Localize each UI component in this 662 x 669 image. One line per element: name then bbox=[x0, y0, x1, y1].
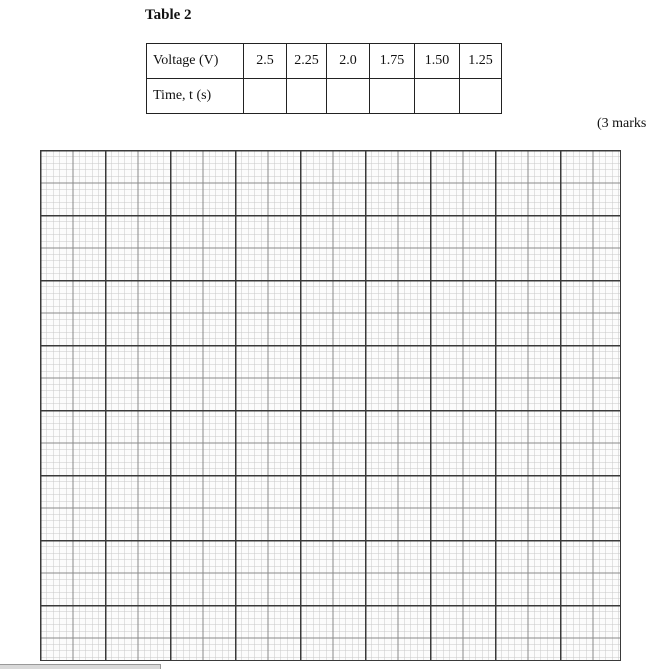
voltage-row-label: Voltage (V) bbox=[147, 44, 244, 79]
voltage-cell: 1.50 bbox=[415, 44, 460, 79]
voltage-cell: 1.75 bbox=[370, 44, 415, 79]
voltage-cell: 2.25 bbox=[287, 44, 327, 79]
data-table bbox=[146, 43, 502, 114]
window-bottom-bar bbox=[0, 664, 161, 669]
voltage-cell: 1.25 bbox=[460, 44, 502, 79]
time-cell[interactable] bbox=[287, 79, 327, 114]
time-row-label: Time, t (s) bbox=[147, 79, 244, 114]
voltage-cell: 2.5 bbox=[244, 44, 287, 79]
voltage-cell: 2.0 bbox=[327, 44, 370, 79]
table-title: Table 2 bbox=[145, 7, 192, 23]
time-cell[interactable] bbox=[460, 79, 502, 114]
voltage-row bbox=[147, 44, 502, 79]
time-row bbox=[147, 79, 502, 114]
time-cell[interactable] bbox=[415, 79, 460, 114]
time-cell[interactable] bbox=[370, 79, 415, 114]
time-cell[interactable] bbox=[244, 79, 287, 114]
time-cell[interactable] bbox=[327, 79, 370, 114]
graph-paper bbox=[40, 150, 621, 661]
marks-label: (3 marks bbox=[597, 116, 647, 131]
